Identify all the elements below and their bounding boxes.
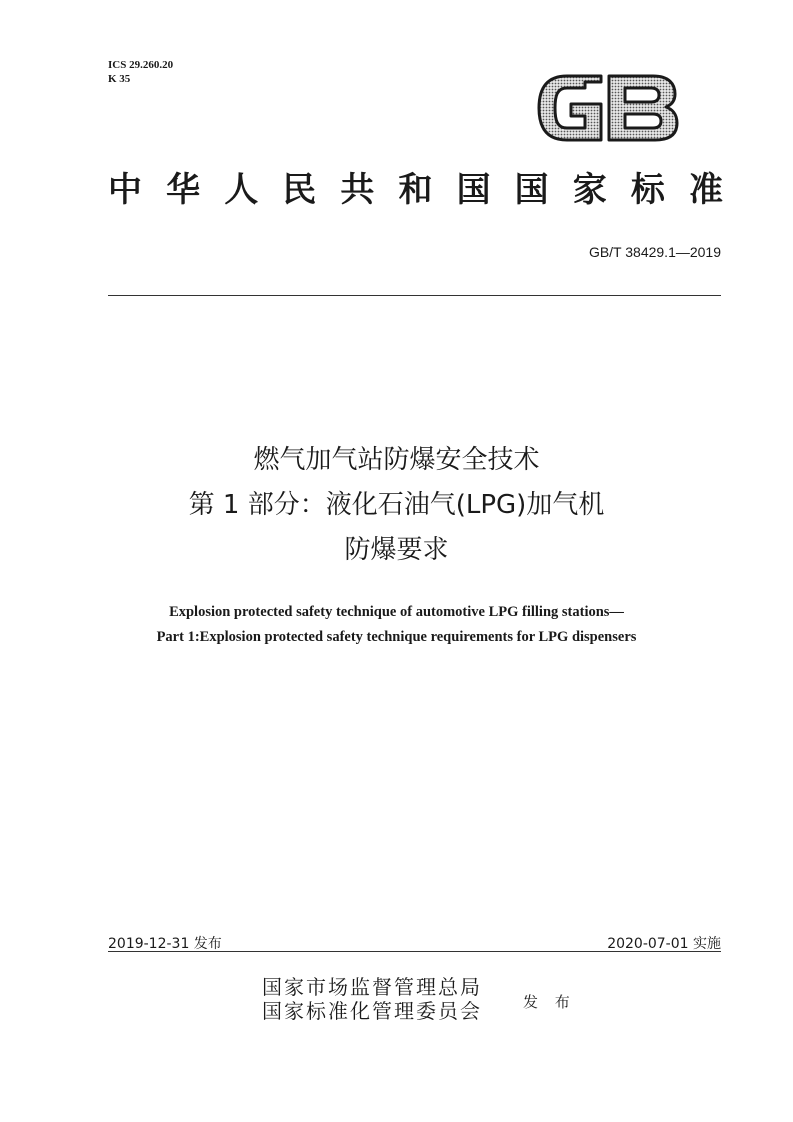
issuer-samr: 国家市场监督管理总局	[262, 975, 482, 999]
header-divider	[108, 295, 721, 296]
ccs-code: K 35	[108, 73, 131, 85]
issuer-sac: 国家标准化管理委员会	[262, 999, 482, 1023]
ics-code: ICS 29.260.20	[108, 59, 174, 71]
national-standard-title	[108, 167, 723, 213]
national-title-char: 家	[572, 170, 607, 210]
implementation-date: 2020-07-01 实施	[607, 936, 721, 952]
chinese-title-line-3: 防爆要求	[344, 535, 449, 565]
chinese-title	[0, 438, 793, 573]
english-title	[0, 600, 793, 650]
english-title-line-1: Explosion protected safety technique of automotive LPG filling stations—	[169, 604, 624, 620]
gb-logo	[533, 70, 681, 146]
national-title-char: 和	[398, 170, 433, 210]
english-title-line-2: Part 1:Explosion protected safety technique requirements for LPG dispensers	[156, 629, 637, 645]
national-title-char: 共	[340, 170, 375, 210]
classification-codes	[108, 58, 173, 86]
national-title-char: 准	[688, 170, 723, 210]
issue-date: 2019-12-31 发布	[108, 936, 222, 952]
national-title-char: 国	[514, 170, 549, 210]
national-title-char: 民	[282, 170, 317, 210]
standard-number: GB/T 38429.1—2019	[588, 244, 721, 260]
national-title-char: 华	[166, 170, 201, 210]
issuing-authorities	[262, 975, 482, 1023]
publish-label: 发 布	[523, 993, 576, 1011]
national-title-char: 标	[630, 170, 665, 210]
national-title-char: 中	[108, 170, 142, 210]
national-title-char: 人	[224, 170, 259, 210]
chinese-title-line-2: 第 1 部分：液化石油气(LPG)加气机	[188, 490, 605, 520]
national-title-char: 国	[456, 170, 491, 210]
chinese-title-line-1: 燃气加气站防爆安全技术	[253, 445, 540, 475]
footer-divider	[108, 951, 721, 952]
